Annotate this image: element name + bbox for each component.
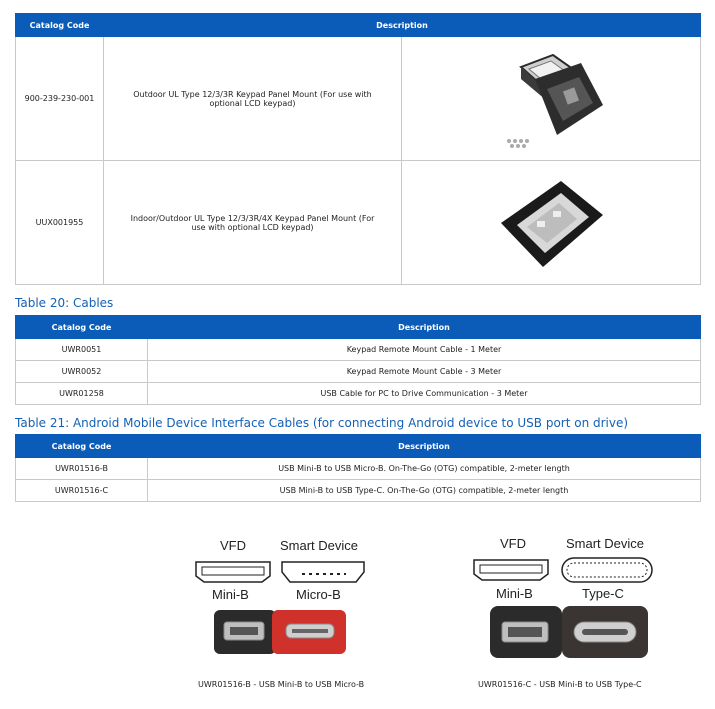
- type-c-label: Type-C: [582, 586, 624, 601]
- table-row: [16, 161, 701, 285]
- header-description: Description: [148, 435, 701, 458]
- catalog-code-cell: UWR01258: [16, 383, 148, 405]
- figure-caption: UWR01516-B - USB Mini-B to USB Micro-B: [198, 680, 365, 689]
- table-row: [16, 458, 701, 480]
- port-diagram-icon: [470, 554, 670, 586]
- mini-b-label: Mini-B: [212, 587, 249, 602]
- description-cell: Keypad Remote Mount Cable - 3 Meter: [148, 361, 701, 383]
- outdoor-panel-mount-image: [491, 49, 611, 149]
- table-row: [16, 339, 701, 361]
- description-cell: Outdoor UL Type 12/3/3R Keypad Panel Mount (For use with optional LCD keypad): [104, 37, 402, 161]
- catalog-code-cell: UUX001955: [16, 161, 104, 285]
- port-diagram-icon: [190, 556, 380, 586]
- catalog-code-cell: UWR0051: [16, 339, 148, 361]
- product-image-cell: [402, 161, 701, 285]
- description-cell: Indoor/Outdoor UL Type 12/3/3R/4X Keypad Panel Mount (For use with optional LCD keypad): [104, 161, 402, 285]
- catalog-code-cell: 900-239-230-001: [16, 37, 104, 161]
- table-row: [16, 361, 701, 383]
- header-description: Description: [148, 316, 701, 339]
- vfd-label: VFD: [500, 536, 526, 551]
- table-row: [16, 480, 701, 502]
- table21-caption: Table 21: Android Mobile Device Interface Cables (for connecting Android device to USB port on drive): [15, 416, 629, 430]
- table-row: [16, 37, 701, 161]
- indoor-panel-mount-image: [491, 173, 611, 273]
- cables-table: [15, 315, 701, 405]
- description-cell: Keypad Remote Mount Cable - 1 Meter: [148, 339, 701, 361]
- header-catalog-code: Catalog Code: [16, 435, 148, 458]
- description-cell: USB Cable for PC to Drive Communication - 3 Meter: [148, 383, 701, 405]
- table20-caption: Table 20: Cables: [15, 296, 114, 310]
- description-cell: USB Mini-B to USB Type-C. On-The-Go (OTG) compatible, 2-meter length: [148, 480, 701, 502]
- micro-b-label: Micro-B: [296, 587, 341, 602]
- smart-device-label: Smart Device: [280, 538, 359, 553]
- header-catalog-code: Catalog Code: [16, 14, 104, 37]
- header-catalog-code: Catalog Code: [16, 316, 148, 339]
- vfd-label: VFD: [220, 538, 246, 553]
- header-description: Description: [104, 14, 701, 37]
- connector-photo-icon: [190, 606, 380, 658]
- figure-caption: UWR01516-C - USB Mini-B to USB Type-C: [478, 680, 642, 689]
- android-cables-table: [15, 434, 701, 502]
- usb-type-c-figure: [470, 528, 670, 690]
- table-row: [16, 383, 701, 405]
- connector-photo-icon: [470, 602, 670, 660]
- product-image-cell: [402, 37, 701, 161]
- catalog-code-cell: UWR01516-C: [16, 480, 148, 502]
- smart-device-label: Smart Device: [566, 536, 645, 551]
- mini-b-label: Mini-B: [496, 586, 533, 601]
- catalog-code-cell: UWR01516-B: [16, 458, 148, 480]
- usb-micro-b-figure: [190, 530, 380, 690]
- keypad-mount-table: [15, 13, 701, 285]
- catalog-code-cell: UWR0052: [16, 361, 148, 383]
- description-cell: USB Mini-B to USB Micro-B. On-The-Go (OTG) compatible, 2-meter length: [148, 458, 701, 480]
